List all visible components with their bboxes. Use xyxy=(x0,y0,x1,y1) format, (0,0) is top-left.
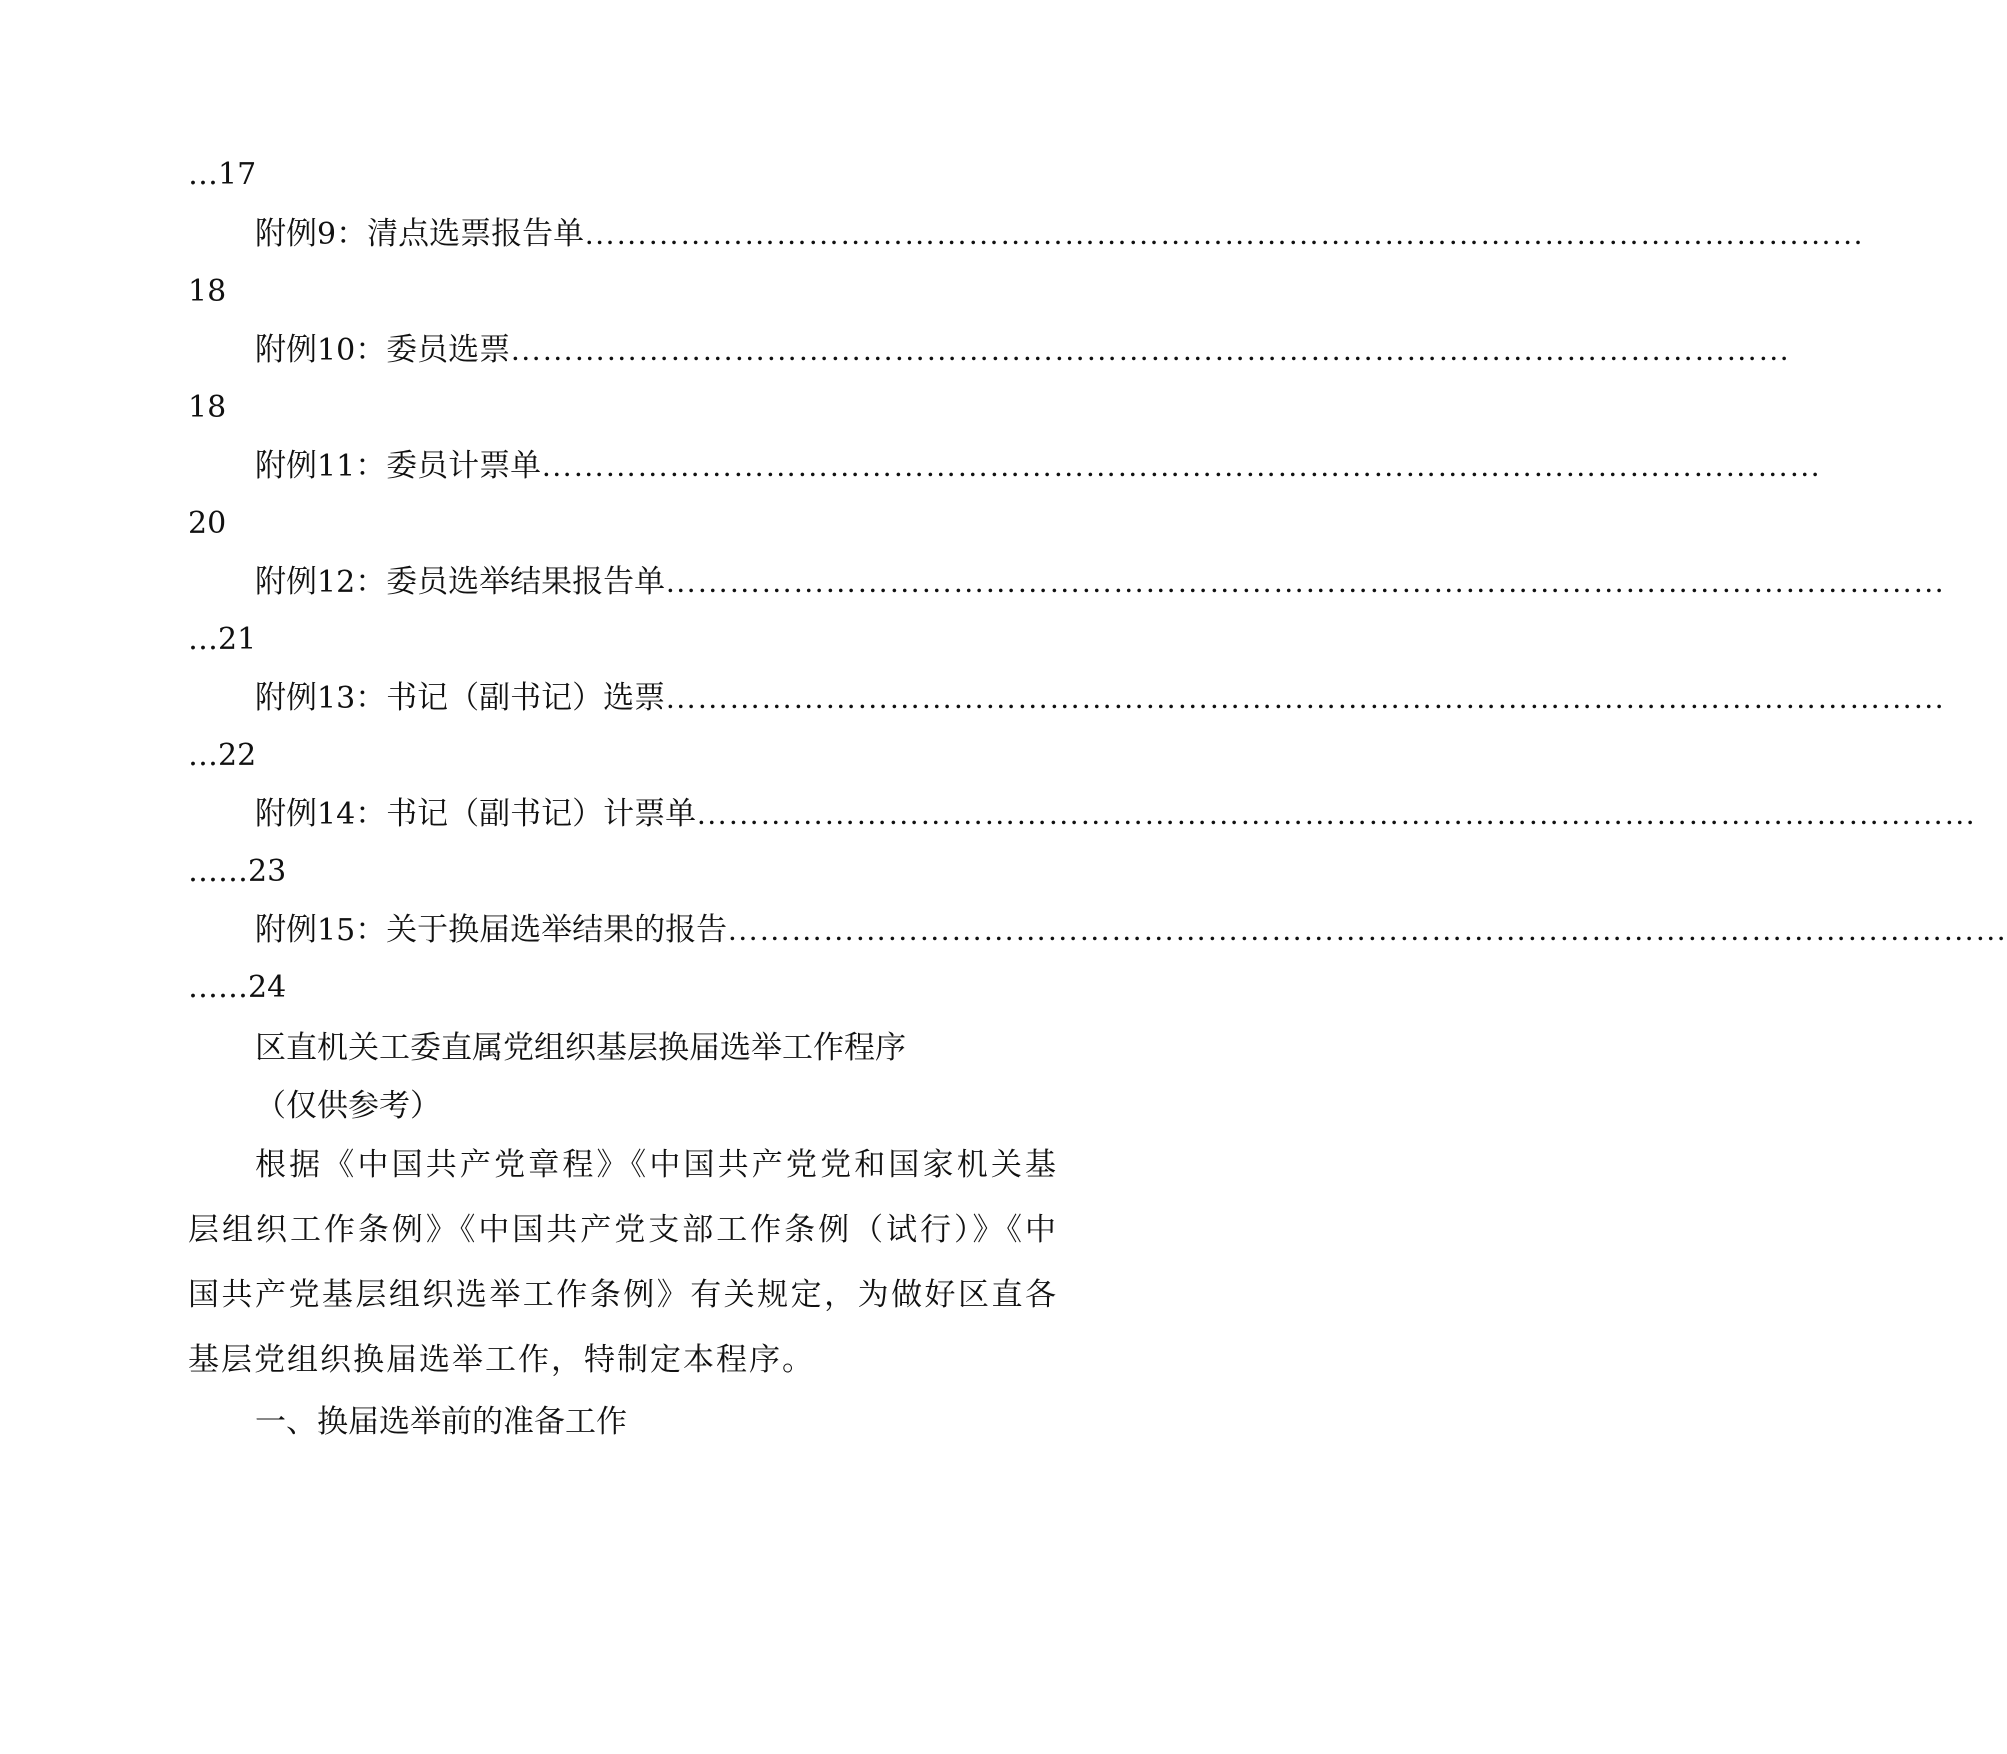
section-heading: 一、换届选举前的准备工作 xyxy=(255,1404,627,1440)
toc-prefix: 附例 xyxy=(255,796,317,832)
toc-number: 9 xyxy=(317,217,337,252)
document-subtitle: （仅供参考） xyxy=(255,1088,441,1124)
toc-number: 13 xyxy=(317,681,356,716)
toc-title: ：书记（副书记）计票单 xyxy=(355,796,697,832)
toc-page-number: ……24 xyxy=(188,970,287,1005)
toc-entry-12 xyxy=(255,553,1946,611)
toc-prefix: 附例 xyxy=(255,680,317,716)
toc-entry-15 xyxy=(255,901,2007,959)
toc-title: ：委员选举结果报告单 xyxy=(355,564,666,600)
toc-leader-dots: ………………………………………………………………………………………………………… xyxy=(510,332,1791,367)
document-title: 区直机关工委直属党组织基层换届选举工作程序 xyxy=(255,1030,906,1066)
toc-prefix: 附例 xyxy=(255,448,317,484)
toc-number: 11 xyxy=(317,449,356,484)
intro-paragraph: 根据《中国共产党章程》《中国共产党党和国家机关基层组织工作条例》《中国共产党支部工作条例（试行）》《中国共产党基层组织选举工作条例》有关规定，为做好区直各基层党组织换届选举工作，特制定本程序。 xyxy=(188,1147,1058,1378)
toc-page-number: ……23 xyxy=(188,854,287,889)
toc-prefix: 附例 xyxy=(255,332,317,368)
toc-entry-14 xyxy=(255,785,1977,843)
toc-prefix: 附例 xyxy=(255,216,317,252)
toc-leader-dots: ………………………………………………………………………………………………………… xyxy=(665,564,1946,599)
toc-number: 15 xyxy=(317,913,356,948)
toc-title: ：书记（副书记）选票 xyxy=(355,680,666,716)
toc-leader-dots: ………………………………………………………………………………………………………… xyxy=(541,448,1822,483)
toc-entry-9 xyxy=(255,205,1865,263)
toc-continuation-page: …17 xyxy=(188,157,257,192)
toc-number: 10 xyxy=(317,333,356,368)
toc-leader-dots: ………………………………………………………………………………………………………… xyxy=(696,796,1977,831)
toc-entry-10 xyxy=(255,321,1791,379)
toc-title: ：清点选票报告单 xyxy=(336,216,585,252)
toc-title: ：委员计票单 xyxy=(355,448,542,484)
toc-page-number: 18 xyxy=(188,390,227,425)
toc-page-number: …22 xyxy=(188,738,257,773)
toc-title: ：委员选票 xyxy=(355,332,511,368)
toc-page-number: 18 xyxy=(188,274,227,309)
toc-title: ：关于换届选举结果的报告 xyxy=(355,912,728,948)
toc-leader-dots: ………………………………………………………………………………………………………… xyxy=(665,680,1946,715)
toc-entry-11 xyxy=(255,437,1822,495)
toc-leader-dots: ………………………………………………………………………………………………………… xyxy=(727,912,2007,947)
toc-prefix: 附例 xyxy=(255,564,317,600)
toc-leader-dots: ………………………………………………………………………………………………………… xyxy=(584,216,1865,251)
toc-prefix: 附例 xyxy=(255,912,317,948)
toc-number: 12 xyxy=(317,565,356,600)
toc-page-number: 20 xyxy=(188,506,227,541)
toc-page-number: …21 xyxy=(188,622,257,657)
toc-number: 14 xyxy=(317,797,356,832)
toc-entry-13 xyxy=(255,669,1946,727)
